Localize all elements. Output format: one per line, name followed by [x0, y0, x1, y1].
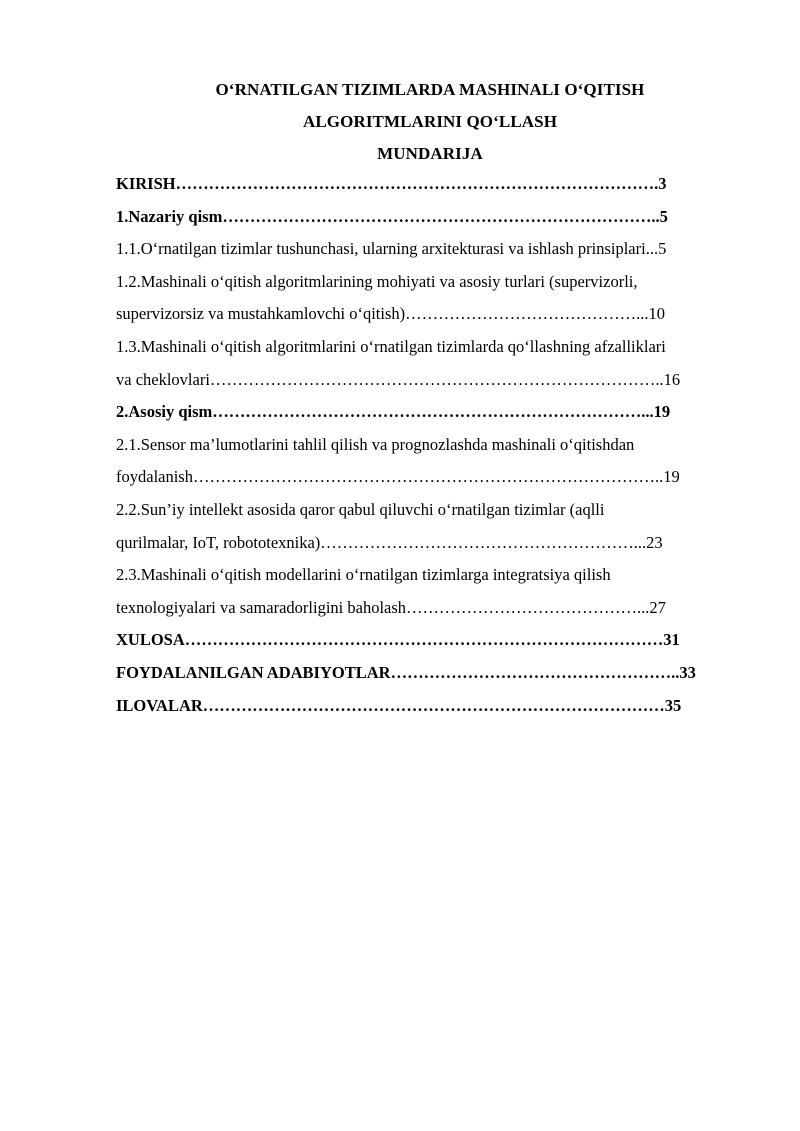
- toc-entry-nazariy-qism: 1.Nazariy qism……………………………………………………………………..5: [116, 206, 668, 226]
- toc-entry-2-3-line-2: texnologiyalari va samaradorligini baholash……………………………………...27: [116, 597, 666, 617]
- toc-entry-2-1-line-2: foydalanish…………………………………………………………………………..19: [116, 467, 680, 487]
- toc-entry-1-1: 1.1.O‘rnatilgan tizimlar tushunchasi, ularning arxitekturasi va ishlash prinsiplari...5: [116, 239, 667, 259]
- toc-entry-asosiy-qism: 2.Asosiy qism……………………………………………………………………...19: [116, 402, 671, 422]
- toc-entry-2-1-line-1: 2.1.Sensor ma’lumotlarini tahlil qilish va prognozlashda mashinali o‘qitishdan: [116, 434, 635, 454]
- toc-entry-1-3-line-2: va cheklovlari………………………………………………………………………..16: [116, 369, 681, 389]
- toc-entry-2-2-line-1: 2.2.Sun’iy intellekt asosida qaror qabul qiluvchi o‘rnatilgan tizimlar (aqlli: [116, 499, 605, 519]
- toc-entry-1-2-line-2: supervizorsiz va mustahkamlovchi o‘qitish)……………………………………...10: [116, 304, 666, 324]
- document-title-line-2: ALGORITMLARINI QO‘LLASH: [302, 112, 558, 131]
- table-of-contents: [116, 168, 742, 722]
- toc-entry-kirish: KIRISH…………………………………………………………………………….3: [116, 174, 667, 193]
- toc-entry-1-2-line-1: 1.2.Mashinali o‘qitish algoritmlarining mohiyati va asosiy turlari (supervizorli,: [116, 271, 638, 291]
- toc-entry-xulosa: XULOSA……………………………………………………………………………31: [116, 630, 680, 650]
- toc-entry-1-3-line-1: 1.3.Mashinali o‘qitish algoritmlarini o‘rnatilgan tizimlarda qo‘llashning afzalliklari: [116, 336, 666, 356]
- toc-entry-2-3-line-1: 2.3.Mashinali o‘qitish modellarini o‘rnatilgan tizimlarga integratsiya qilish: [116, 565, 611, 585]
- toc-entry-foydalanilgan-adabiyotlar: FOYDALANILGAN ADABIYOTLAR……………………………………………..33: [116, 662, 696, 682]
- title-block: [0, 74, 800, 170]
- toc-entry-2-2-line-2: qurilmalar, IoT, robototexnika)…………………………………………………...23: [116, 532, 663, 552]
- toc-heading: MUNDARIJA: [377, 144, 483, 163]
- document-title-line-1: O‘RNATILGAN TIZIMLARDA MASHINALI O‘QITISH: [215, 80, 645, 99]
- toc-entry-ilovalar: ILOVALAR…………………………………………………………………………35: [116, 695, 682, 715]
